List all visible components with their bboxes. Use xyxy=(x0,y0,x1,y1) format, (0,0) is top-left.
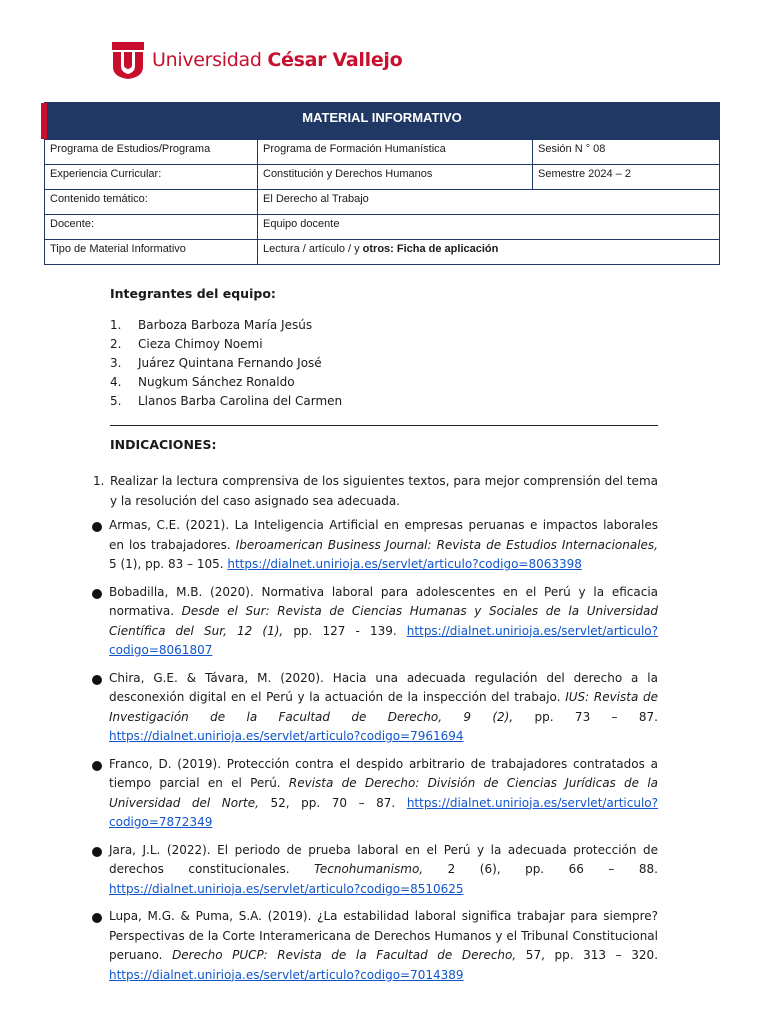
list-item: 1. Barboza Barboza María Jesús xyxy=(110,318,313,332)
reference-link[interactable]: https://dialnet.unirioja.es/servlet/articulo?codigo=8061807 xyxy=(109,623,658,657)
list-item: Lupa, M.G. & Puma, S.A. (2019). ¿La estabilidad laboral significa trabajar para siempre? Perspectivas de la Corte Interamericana de Derechos Humanos y el Tribunal Constitucional peruano. Derecho PUCP: Revista de la Facultad de Derecho, 57, pp. 313 – 320. https://dialnet.unirioja.es/servlet/articulo?codigo=7014389 xyxy=(92,907,658,985)
info-value: Constitución y Derechos Humanos xyxy=(257,165,532,189)
ucv-shield-icon xyxy=(110,40,146,80)
university-name: Universidad César Vallejo xyxy=(152,49,403,71)
list-item: Armas, C.E. (2021). La Inteligencia Artificial en empresas peruanas e impactos laborales en los trabajadores. Iberoamerican Business Journal: Revista de Estudios Internacionales, 5 (1), pp. 83 – 105. https://dialnet.unirioja.es/servlet/articulo?codigo=8063398 xyxy=(92,516,658,575)
list-item: 3. Juárez Quintana Fernando José xyxy=(110,356,322,370)
list-item: 2. Cieza Chimoy Noemi xyxy=(110,337,263,351)
info-label: Programa de Estudios/Programa xyxy=(50,143,211,155)
team-member-list xyxy=(110,317,342,412)
info-label: Docente: xyxy=(50,218,95,230)
reference-link[interactable]: https://dialnet.unirioja.es/servlet/articulo?codigo=7961694 xyxy=(109,729,464,743)
bullet-icon xyxy=(92,761,102,771)
team-title: Integrantes del equipo: xyxy=(110,286,276,301)
list-item: Bobadilla, M.B. (2020). Normativa laboral para adolescentes en el Perú y la eficacia normativa. Desde el Sur: Revista de Ciencias Humanas y Sociales de la Universidad Científica del Sur, 12 (1), pp. 127 - 139. https://dialnet.unirioja.es/servlet/articulo?codigo=8061807 xyxy=(92,583,658,661)
info-row-course xyxy=(45,164,719,189)
info-label: Contenido temático: xyxy=(50,193,148,205)
bullet-icon xyxy=(92,589,102,599)
reference-link[interactable]: https://dialnet.unirioja.es/servlet/articulo?codigo=7872349 xyxy=(109,795,659,829)
indications-title: INDICACIONES: xyxy=(110,437,217,452)
list-item: 4. Nugkum Sánchez Ronaldo xyxy=(110,375,295,389)
info-value: Equipo docente xyxy=(257,215,719,239)
reference-link[interactable]: https://dialnet.unirioja.es/servlet/articulo?codigo=8510625 xyxy=(109,881,464,896)
material-info-table xyxy=(44,102,720,265)
indications-intro: 1. Realizar la lectura comprensiva de los siguientes textos, para mejor comprensión del tema y la resolución del caso asignado sea adecuada. xyxy=(93,474,658,508)
reference-link[interactable]: https://dialnet.unirioja.es/servlet/articulo?codigo=8063398 xyxy=(227,557,582,571)
reference-list xyxy=(92,516,658,993)
list-item: 5. Llanos Barba Carolina del Carmen xyxy=(110,394,343,408)
bullet-icon xyxy=(92,675,102,685)
bullet-icon xyxy=(92,522,102,532)
info-label: Experiencia Curricular: xyxy=(50,168,162,180)
info-extra: Semestre 2024 – 2 xyxy=(532,165,719,189)
reference-link[interactable]: https://dialnet.unirioja.es/servlet/articulo?codigo=7014389 xyxy=(109,967,464,982)
info-value: Lectura / artículo / y otros: Ficha de aplicación xyxy=(257,240,719,264)
university-logo xyxy=(110,40,402,80)
list-item: Chira, G.E. & Távara, M. (2020). Hacia una adecuada regulación del derecho a la desconexión digital en el Perú y la actuación de la inspección del trabajo. IUS: Revista de Investigación de la Facultad de Derecho, 9 (2), pp. 73 – 87. https://dialnet.unirioja.es/servlet/articulo?codigo=7961694 xyxy=(92,669,658,747)
info-table-header xyxy=(45,103,719,139)
bullet-icon xyxy=(92,847,102,857)
info-row-teacher xyxy=(45,214,719,239)
info-row-program xyxy=(45,139,719,164)
info-value: El Derecho al Trabajo xyxy=(257,190,719,214)
info-extra: Sesión N ° 08 xyxy=(532,140,719,164)
list-item: Franco, D. (2019). Protección contra el despido arbitrario de trabajadores contratados a tiempo parcial en el Perú. Revista de Derecho: División de Ciencias Jurídicas de la Universidad del Norte, 52, pp. 70 – 87. https://dialnet.unirioja.es/servlet/articulo?codigo=7872349 xyxy=(92,755,658,833)
info-value: Programa de Formación Humanística xyxy=(257,140,532,164)
header-accent-bar xyxy=(41,103,47,139)
info-row-material-type xyxy=(45,239,719,264)
list-item: Jara, J.L. (2022). El periodo de prueba laboral en el Perú y la adecuada protección de derechos constitucionales. Tecnohumanismo, 2 (6), pp. 66 – 88. https://dialnet.unirioja.es/servlet/articulo?codigo=8510625 xyxy=(92,841,658,900)
divider xyxy=(110,425,658,426)
info-label: Tipo de Material Informativo xyxy=(50,243,186,255)
info-table-title: MATERIAL INFORMATIVO xyxy=(302,110,462,125)
bullet-icon xyxy=(92,913,102,923)
info-row-content xyxy=(45,189,719,214)
